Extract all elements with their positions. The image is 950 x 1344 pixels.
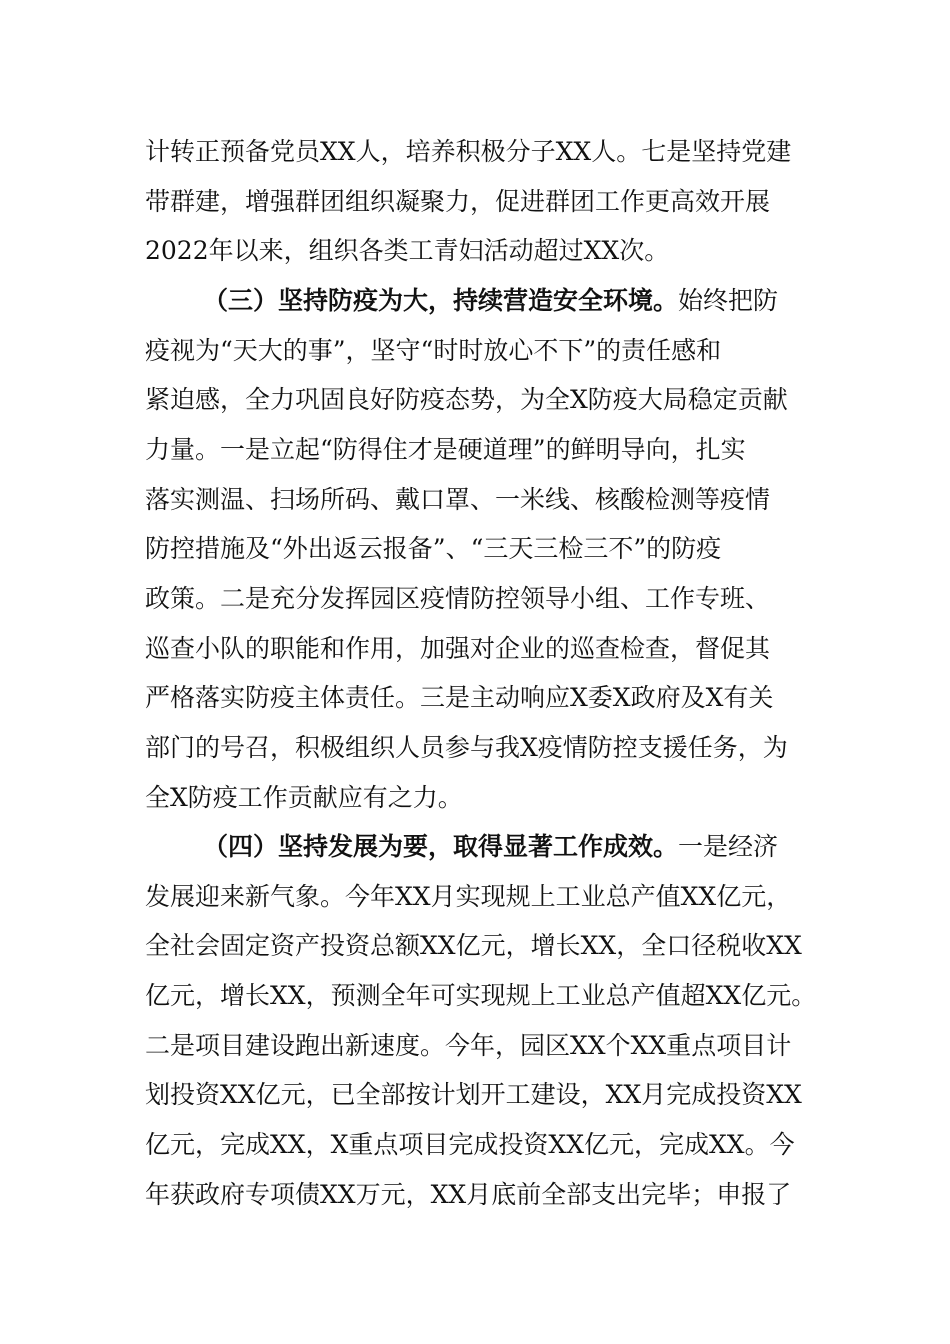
- text-line: 严格落实防疫主体责任。三是主动响应X委X政府及X有关: [145, 683, 774, 712]
- text-line: 2022年以来，组织各类工青妇活动超过XX次。: [145, 236, 670, 265]
- text-line: 计转正预备党员XX人，培养积极分子XX人。七是坚持党建: [145, 137, 792, 166]
- text-line: 部门的号召，积极组织人员参与我X疫情防控支援任务，为: [145, 733, 788, 762]
- paragraph-first-line: [203, 281, 893, 321]
- text-line: 划投资XX亿元，已全部按计划开工建设，XX月完成投资XX: [145, 1080, 802, 1109]
- text-line: 带群建，增强群团组织凝聚力，促进群团工作更高效开展: [145, 187, 771, 216]
- section-heading: （三）坚持防疫为大，持续营造安全环境。: [203, 286, 679, 315]
- text-line: 亿元，完成XX，X重点项目完成投资XX亿元，完成XX。今: [145, 1130, 795, 1159]
- text-line: 二是项目建设跑出新速度。今年，园区XX个XX重点项目计: [145, 1031, 792, 1060]
- paragraph-first-line: [203, 827, 893, 867]
- text-line: 落实测温、扫场所码、戴口罩、一米线、核酸检测等疫情: [145, 485, 771, 514]
- text-line: 防控措施及“外出返云报备”、“三天三检三不”的防疫: [145, 534, 722, 563]
- text-line: 全X防疫工作贡献应有之力。: [145, 783, 463, 812]
- text-line: 亿元，增长XX，预测全年可实现规上工业总产值超XX亿元。: [145, 981, 817, 1010]
- text-line: 紧迫感，全力巩固良好防疫态势，为全X防疫大局稳定贡献: [145, 385, 788, 414]
- section-heading: （四）坚持发展为要，取得显著工作成效。: [203, 832, 679, 861]
- text-line: 发展迎来新气象。今年XX月实现规上工业总产值XX亿元，: [145, 882, 792, 911]
- text-line: 年获政府专项债XX万元，XX月底前全部支出完毕；申报了: [145, 1180, 792, 1209]
- text-run: 一是经济: [678, 832, 779, 861]
- text-line: 疫视为“天大的事”，坚守“时时放心不下”的责任感和: [145, 336, 722, 365]
- text-run: 始终把防: [678, 286, 779, 315]
- text-line: 政策。二是充分发挥园区疫情防控领导小组、工作专班、: [145, 584, 771, 613]
- text-line: 力量。一是立起“防得住才是硬道理”的鲜明导向，扎实: [145, 435, 746, 464]
- text-line: 全社会固定资产投资总额XX亿元，增长XX，全口径税收XX: [145, 931, 802, 960]
- text-line: 巡查小队的职能和作用，加强对企业的巡查检查，督促其: [145, 634, 771, 663]
